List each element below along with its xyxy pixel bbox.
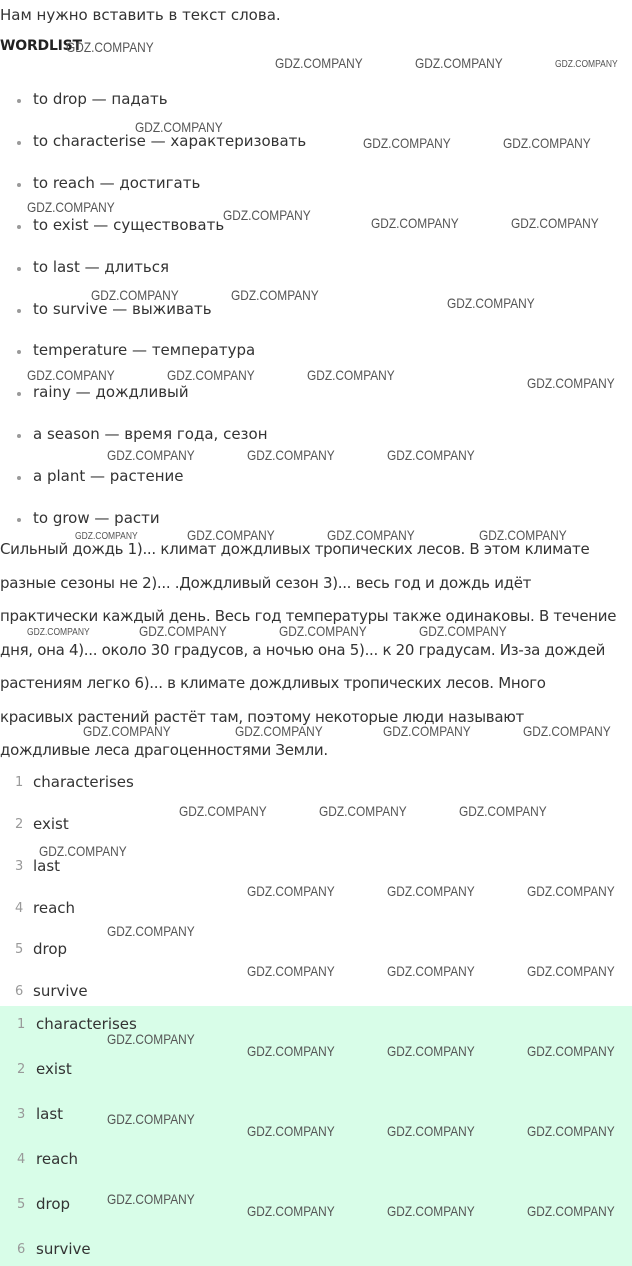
answer-number: 3 bbox=[17, 1107, 26, 1122]
paragraph-line: разные сезоны не 2)... .Дождливый сезон 3)... весь год и дождь идёт bbox=[0, 574, 532, 592]
watermark: GDZ.COMPANY bbox=[75, 531, 138, 542]
watermark: GDZ.COMPANY bbox=[363, 135, 451, 151]
watermark: GDZ.COMPANY bbox=[107, 923, 195, 939]
watermark: GDZ.COMPANY bbox=[27, 199, 115, 215]
answer-word: survive bbox=[33, 982, 88, 1000]
watermark: GDZ.COMPANY bbox=[447, 295, 535, 311]
paragraph-line: дня, она 4)... около 30 градусов, а ночью она 5)... к 20 градусам. Из-за дождей bbox=[0, 641, 606, 659]
paragraph-line: Сильный дождь 1)... климат дождливых тропических лесов. В этом климате bbox=[0, 540, 590, 558]
wordlist-title: WORDLIST bbox=[0, 38, 82, 54]
watermark: GDZ.COMPANY bbox=[247, 1123, 335, 1139]
watermark: GDZ.COMPANY bbox=[503, 135, 591, 151]
answer-word: last bbox=[36, 1105, 64, 1123]
watermark: GDZ.COMPANY bbox=[387, 1043, 475, 1059]
wordlist-item: to survive — выживать bbox=[33, 300, 212, 318]
paragraph-line: практически каждый день. Весь год температуры также одинаковы. В течение bbox=[0, 607, 617, 625]
watermark: GDZ.COMPANY bbox=[527, 375, 615, 391]
answer-number: 4 bbox=[15, 901, 24, 916]
watermark: GDZ.COMPANY bbox=[387, 883, 475, 899]
bullet bbox=[17, 350, 21, 354]
wordlist-item: temperature — температура bbox=[33, 341, 256, 359]
bullet bbox=[17, 141, 21, 145]
bullet bbox=[17, 225, 21, 229]
watermark: GDZ.COMPANY bbox=[319, 803, 407, 819]
bullet bbox=[17, 392, 21, 396]
bullet bbox=[17, 309, 21, 313]
watermark: GDZ.COMPANY bbox=[247, 963, 335, 979]
watermark: GDZ.COMPANY bbox=[91, 287, 179, 303]
answer-number: 1 bbox=[17, 1017, 26, 1032]
paragraph-line: красивых растений растёт там, поэтому некоторые люди называют bbox=[0, 708, 524, 726]
paragraph-line: дождливые леса драгоценностями Земли. bbox=[0, 741, 328, 759]
answer-word: characterises bbox=[33, 773, 134, 791]
watermark: GDZ.COMPANY bbox=[107, 1111, 195, 1127]
watermark: GDZ.COMPANY bbox=[523, 723, 611, 739]
watermark: GDZ.COMPANY bbox=[187, 527, 275, 543]
watermark: GDZ.COMPANY bbox=[66, 39, 154, 55]
watermark: GDZ.COMPANY bbox=[415, 55, 503, 71]
watermark: GDZ.COMPANY bbox=[275, 55, 363, 71]
answer-word: last bbox=[33, 857, 61, 875]
answer-number: 1 bbox=[15, 775, 24, 790]
watermark: GDZ.COMPANY bbox=[383, 723, 471, 739]
watermark: GDZ.COMPANY bbox=[527, 1123, 615, 1139]
answer-word: exist bbox=[36, 1060, 72, 1078]
bullet bbox=[17, 183, 21, 187]
bullet bbox=[17, 476, 21, 480]
watermark: GDZ.COMPANY bbox=[459, 803, 547, 819]
bullet bbox=[17, 518, 21, 522]
answer-word: reach bbox=[36, 1150, 79, 1168]
wordlist-item: to last — длиться bbox=[33, 258, 169, 276]
watermark: GDZ.COMPANY bbox=[247, 1203, 335, 1219]
answer-number: 2 bbox=[17, 1062, 26, 1077]
watermark: GDZ.COMPANY bbox=[107, 1191, 195, 1207]
watermark: GDZ.COMPANY bbox=[179, 803, 267, 819]
watermark: GDZ.COMPANY bbox=[247, 447, 335, 463]
watermark: GDZ.COMPANY bbox=[479, 527, 567, 543]
watermark: GDZ.COMPANY bbox=[231, 287, 319, 303]
watermark: GDZ.COMPANY bbox=[223, 207, 311, 223]
watermark: GDZ.COMPANY bbox=[39, 843, 127, 859]
watermark: GDZ.COMPANY bbox=[135, 119, 223, 135]
wordlist-item: to drop — падать bbox=[33, 90, 168, 108]
watermark: GDZ.COMPANY bbox=[387, 963, 475, 979]
wordlist-item: a plant — растение bbox=[33, 467, 184, 485]
wordlist-item: rainy — дождливый bbox=[33, 383, 189, 401]
watermark: GDZ.COMPANY bbox=[279, 623, 367, 639]
answer-number: 4 bbox=[17, 1152, 26, 1167]
answer-number: 5 bbox=[17, 1197, 26, 1212]
watermark: GDZ.COMPANY bbox=[247, 883, 335, 899]
watermark: GDZ.COMPANY bbox=[419, 623, 507, 639]
answer-word: characterises bbox=[36, 1015, 137, 1033]
watermark: GDZ.COMPANY bbox=[527, 1043, 615, 1059]
watermark: GDZ.COMPANY bbox=[167, 367, 255, 383]
watermark: GDZ.COMPANY bbox=[387, 447, 475, 463]
watermark: GDZ.COMPANY bbox=[83, 723, 171, 739]
watermark: GDZ.COMPANY bbox=[107, 1031, 195, 1047]
wordlist-item: to characterise — характеризовать bbox=[33, 132, 307, 150]
watermark: GDZ.COMPANY bbox=[371, 215, 459, 231]
answer-number: 5 bbox=[15, 942, 24, 957]
answer-number: 6 bbox=[17, 1242, 26, 1257]
watermark: GDZ.COMPANY bbox=[555, 59, 618, 70]
answer-number: 3 bbox=[15, 859, 24, 874]
watermark: GDZ.COMPANY bbox=[27, 627, 90, 638]
answer-word: reach bbox=[33, 899, 76, 917]
answer-word: drop bbox=[33, 940, 68, 958]
answer-word: exist bbox=[33, 815, 69, 833]
watermark: GDZ.COMPANY bbox=[527, 963, 615, 979]
watermark: GDZ.COMPANY bbox=[107, 447, 195, 463]
watermark: GDZ.COMPANY bbox=[247, 1043, 335, 1059]
watermark: GDZ.COMPANY bbox=[27, 367, 115, 383]
bullet bbox=[17, 267, 21, 271]
wordlist-item: to exist — существовать bbox=[33, 216, 225, 234]
wordlist-item: to grow — расти bbox=[33, 509, 160, 527]
bullet bbox=[17, 99, 21, 103]
watermark: GDZ.COMPANY bbox=[527, 883, 615, 899]
watermark: GDZ.COMPANY bbox=[387, 1123, 475, 1139]
answer-word: drop bbox=[36, 1195, 71, 1213]
watermark: GDZ.COMPANY bbox=[139, 623, 227, 639]
answer-number: 6 bbox=[15, 984, 24, 999]
wordlist-item: a season — время года, сезон bbox=[33, 425, 268, 443]
answer-word: survive bbox=[36, 1240, 91, 1258]
watermark: GDZ.COMPANY bbox=[511, 215, 599, 231]
wordlist-item: to reach — достигать bbox=[33, 174, 201, 192]
watermark: GDZ.COMPANY bbox=[307, 367, 395, 383]
paragraph-line: растениям легко 6)... в климате дождливых тропических лесов. Много bbox=[0, 674, 546, 692]
watermark: GDZ.COMPANY bbox=[527, 1203, 615, 1219]
watermark: GDZ.COMPANY bbox=[235, 723, 323, 739]
bullet bbox=[17, 434, 21, 438]
intro-text: Нам нужно вставить в текст слова. bbox=[0, 6, 281, 24]
watermark: GDZ.COMPANY bbox=[387, 1203, 475, 1219]
watermark: GDZ.COMPANY bbox=[327, 527, 415, 543]
answer-number: 2 bbox=[15, 817, 24, 832]
